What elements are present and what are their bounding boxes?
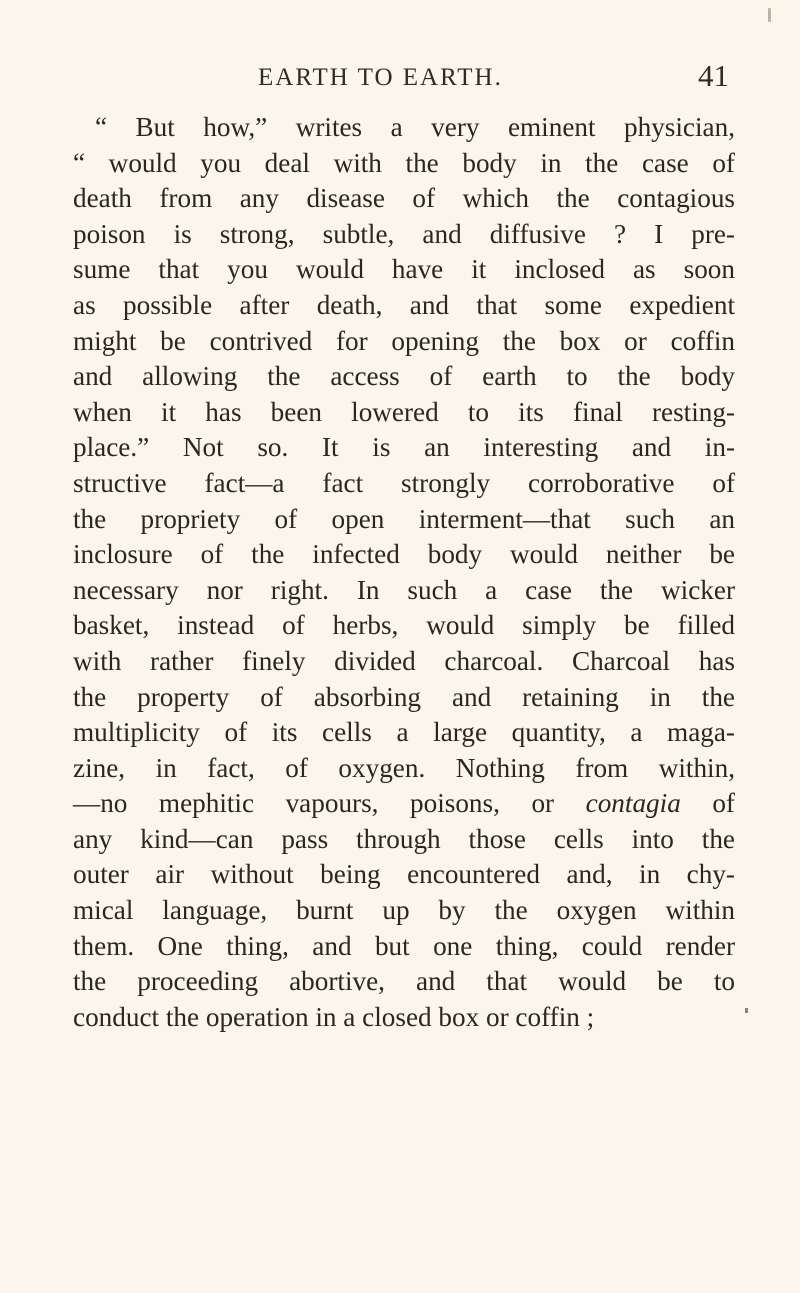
text-line: sume that you would have it inclosed as soon	[73, 254, 735, 285]
text-line: outer air without being encountered and, in chy-	[73, 859, 735, 890]
text-line: poison is strong, subtle, and diffusive ? I pre-	[73, 218, 735, 249]
text-line: “ But how,” writes a very eminent physician,	[95, 112, 735, 142]
text-line: the property of absorbing and retaining in the	[73, 681, 735, 712]
text-line-italic-contagia	[73, 786, 735, 821]
text-line: multiplicity of its cells a large quantity, a maga-	[73, 717, 735, 748]
text-line: any kind—can pass through those cells into the	[73, 823, 735, 854]
text-line: as possible after death, and that some expedient	[73, 289, 735, 320]
body-text	[73, 110, 735, 1035]
text-fragment: —no mephitic vapours, poisons, or	[73, 788, 586, 819]
text-line: and allowing the access of earth to the body	[73, 361, 735, 392]
text-line: place.” Not so. It is an interesting and in-	[73, 432, 735, 463]
margin-mark	[745, 1008, 748, 1013]
text-line: zine, in fact, of oxygen. Nothing from within,	[73, 752, 735, 783]
text-line: death from any disease of which the contagious	[73, 183, 735, 214]
text-line: inclosure of the infected body would neither be	[73, 539, 735, 570]
text-line: the propriety of open interment—that such an	[73, 503, 735, 534]
text-line: mical language, burnt up by the oxygen within	[73, 895, 735, 926]
page-header	[0, 56, 800, 100]
text-line: structive fact—a fact strongly corroborative of	[73, 467, 735, 498]
running-head: EARTH TO EARTH.	[258, 64, 503, 91]
text-line: basket, instead of herbs, would simply be filled	[73, 610, 735, 641]
page-number: 41	[698, 58, 729, 93]
scan-speck	[768, 8, 771, 22]
text-line: “ would you deal with the body in the case of	[73, 147, 735, 178]
text-line: them. One thing, and but one thing, could render	[73, 930, 735, 961]
text-line: when it has been lowered to its final resting-	[73, 396, 735, 427]
text-line: with rather finely divided charcoal. Charcoal has	[73, 645, 735, 676]
text-line: might be contrived for opening the box or coffin	[73, 325, 735, 356]
italic-word: contagia	[585, 788, 681, 819]
text-fragment: of	[680, 788, 735, 819]
text-line: the proceeding abortive, and that would be to	[73, 966, 735, 997]
text-line: necessary nor right. In such a case the wicker	[73, 574, 735, 605]
text-line: conduct the operation in a closed box or coffin ;	[73, 1001, 595, 1032]
